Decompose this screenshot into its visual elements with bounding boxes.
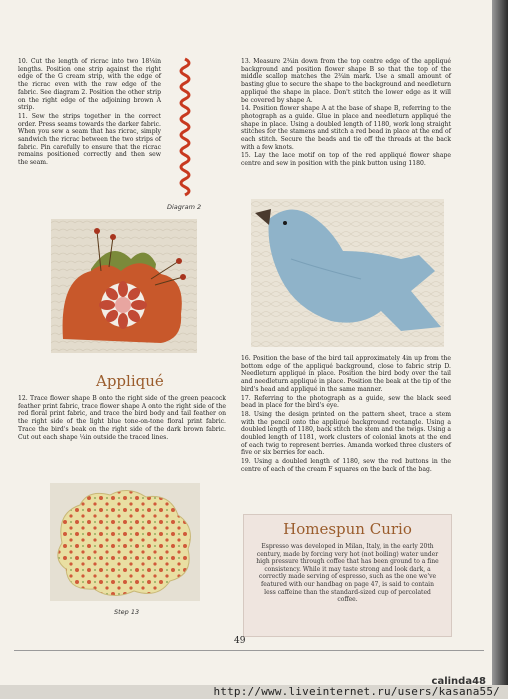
- bird-applique-photo: [251, 199, 444, 347]
- paragraph: 12. Trace flower shape B onto the right side of the green peacock feather print fabric, trace flower shape A onto the right side of the red floral print fabric, and trace the bird body and tail feather on the right side of the light blue tone-on-tone floral print fabric. Trace the bird's beak on the right side of the dark brown fabric. Cut out each shape ¼in outside the traced lines.: [18, 395, 226, 441]
- watermark-url: http://www.liveinternet.ru/users/kasana55/: [213, 685, 500, 698]
- paragraph: 14. Position flower shape A at the base of shape B, referring to the photograph as a guide. Glue in place and needleturn appliqué the shape in place. Using a doubled length of 1180, work long straight stitches for the stamens and stitch a red bead in place at the end of each stitch. Secure the beads and tie off the threads at the back with a few knots.: [241, 105, 451, 151]
- paragraph: 10. Cut the length of ricrac into two 18⅛in lengths. Position one strip against the right edge of the G cream strip, with the edge of the ricrac even with the raw edge of the fabric. See diagram 2. Position the other strip on the right edge of the adjoining brown A strip.: [18, 58, 161, 112]
- paragraph: 17. Referring to the photograph as a guide, sew the black seed bead in place for the bird's eye.: [241, 394, 451, 410]
- instructions-12: [18, 395, 226, 442]
- paragraph: 11. Sew the strips together in the correct order. Press seams towards the darker fabric. When you sew a seam that has ricrac, simply sandwich the ricrac between the two strips of fabric. Pin carefully to ensure that the ricrac remains positioned correctly and then sew the seam.: [18, 112, 161, 167]
- paragraph: 16. Position the base of the bird tail approximately 4in up from the bottom edge of the appliqué background, close to fabric strip D. Needleturn appliqué in place. Position the bird body over the tail and needleturn appliqué in place. Position the beak at the tip of the bird's head and appliqué in the same manner.: [241, 355, 451, 393]
- paragraph: 15. Lay the lace motif on top of the red appliqué flower shape centre and sew in position with the pink button using 1180.: [241, 152, 451, 168]
- footer-rule: [14, 650, 484, 651]
- curio-title: Homespun Curio: [283, 520, 412, 538]
- instructions-10-11: [18, 58, 161, 168]
- step-caption: Step 13: [114, 608, 140, 616]
- page-edge-shadow: [492, 0, 508, 699]
- diagram-caption: Diagram 2: [167, 203, 202, 211]
- paragraph: 18. Using the design printed on the pattern sheet, trace a stem with the pencil onto the appliqué background rectangle. Using a doubled length of 1180, back stitch the stem and the twigs. Using a doubled length of 1181, work clusters of colonial knots at the end of each twig to represent berries. Amanda worked three clusters of five or six berries for each.: [241, 410, 451, 457]
- step-13-photo: [50, 483, 200, 601]
- paragraph: 13. Measure 2¾in down from the top centre edge of the appliqué background and position flower shape B so that the top of the middle scallop matches the 2¾in mark. Use a small amount of basting glue to secure the shape to the background and needleturn appliqué the shape in place. Don't stitch the lower edge as it will be covered by shape A.: [241, 58, 451, 104]
- instructions-16-19: [241, 355, 451, 475]
- diagram-2: [163, 57, 208, 197]
- paragraph: 19. Using a doubled length of 1180, sew the red buttons in the centre of each of the cream F squares on the back of the bag.: [241, 458, 451, 473]
- page-number: 49: [234, 636, 246, 646]
- watermark-user: calinda48: [431, 676, 486, 687]
- curio-body: Espresso was developed in Milan, Italy, in the early 20th century, made by forcing very hot (not boiling) water under high pressure through coffee that has been ground to a fine consistency. While it may taste strong and look dark, a correctly made serving of espresso, such as the one we've featured with our handbag on page 47, is said to contain less caffeine than the standard-sized cup of percolated coffee.: [256, 543, 439, 604]
- ricrac-diagram: [163, 57, 208, 197]
- homespun-curio-box: [243, 514, 452, 637]
- instructions-13-15: [241, 58, 451, 169]
- section-heading-applique: Appliqué: [96, 372, 164, 390]
- flower-applique-photo: [51, 219, 197, 353]
